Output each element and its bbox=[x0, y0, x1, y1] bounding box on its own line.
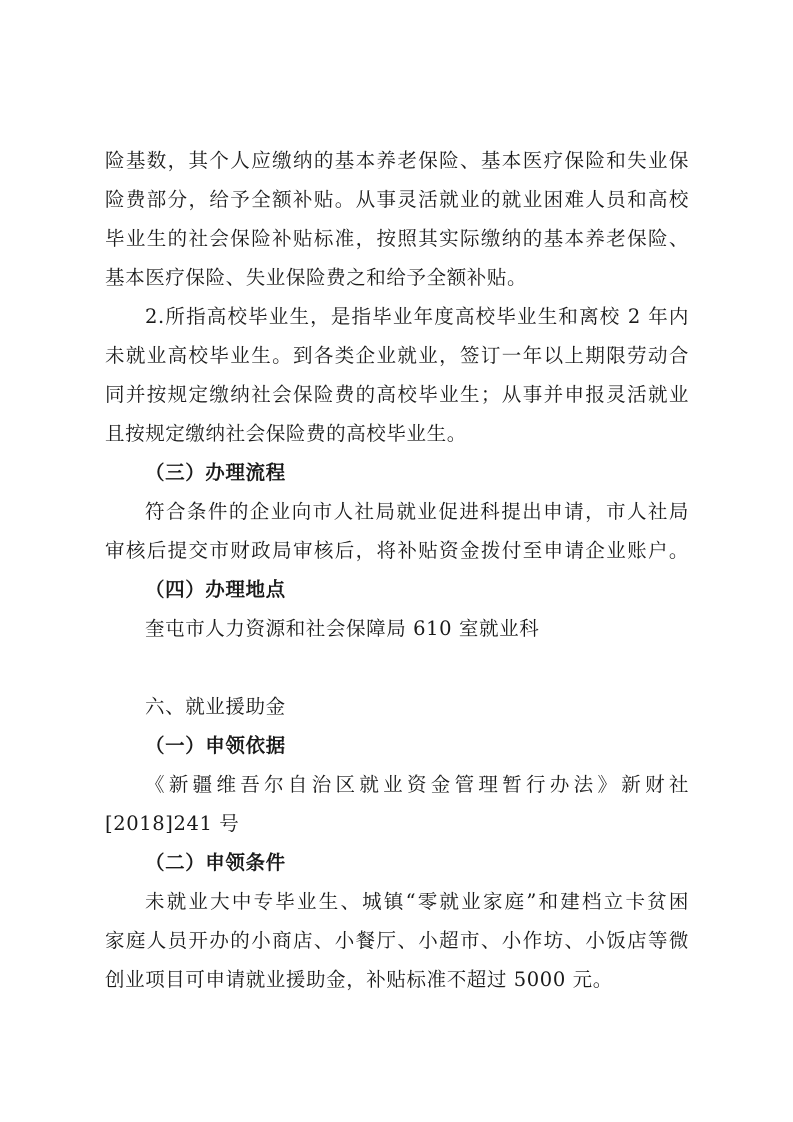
paragraph-line: 基本医疗保险、失业保险费之和给予全额补贴。 bbox=[105, 266, 528, 289]
chapter-heading: 六、就业援助金 bbox=[145, 695, 286, 718]
paragraph-line: 同并按规定缴纳社会保险费的高校毕业生；从事并申报灵活就业 bbox=[105, 383, 689, 406]
section-heading: （三）办理流程 bbox=[145, 461, 286, 484]
section-heading: （一）申领依据 bbox=[145, 734, 286, 757]
paragraph-line: 审核后提交市财政局审核后，将补贴资金拨付至申请企业账户。 bbox=[105, 539, 689, 562]
paragraph-line: 险基数，其个人应缴纳的基本养老保险、基本医疗保险和失业保 bbox=[105, 149, 689, 172]
paragraph-line: 2.所指高校毕业生，是指毕业年度高校毕业生和离校 2 年内 bbox=[145, 305, 689, 328]
paragraph-line: [2018]241 号 bbox=[105, 812, 240, 835]
paragraph-line: 未就业大中专毕业生、城镇“零就业家庭”和建档立卡贫困 bbox=[145, 890, 689, 913]
paragraph-line: 符合条件的企业向市人社局就业促进科提出申请，市人社局 bbox=[145, 500, 689, 523]
paragraph-line: 家庭人员开办的小商店、小餐厅、小超市、小作坊、小饭店等微 bbox=[105, 929, 689, 952]
paragraph-line: 未就业高校毕业生。到各类企业就业，签订一年以上期限劳动合 bbox=[105, 344, 689, 367]
paragraph-line: 且按规定缴纳社会保险费的高校毕业生。 bbox=[105, 422, 467, 445]
paragraph-line: 《新疆维吾尔自治区就业资金管理暂行办法》新财社 bbox=[145, 773, 689, 796]
paragraph-line: 毕业生的社会保险补贴标准，按照其实际缴纳的基本养老保险、 bbox=[105, 227, 689, 250]
paragraph-line: 奎屯市人力资源和社会保障局 610 室就业科 bbox=[145, 617, 540, 640]
paragraph-line: 创业项目可申请就业援助金，补贴标准不超过 5000 元。 bbox=[105, 968, 613, 991]
paragraph-line: 险费部分，给予全额补贴。从事灵活就业的就业困难人员和高校 bbox=[105, 188, 689, 211]
section-heading: （二）申领条件 bbox=[145, 851, 286, 874]
section-heading: （四）办理地点 bbox=[145, 578, 286, 601]
